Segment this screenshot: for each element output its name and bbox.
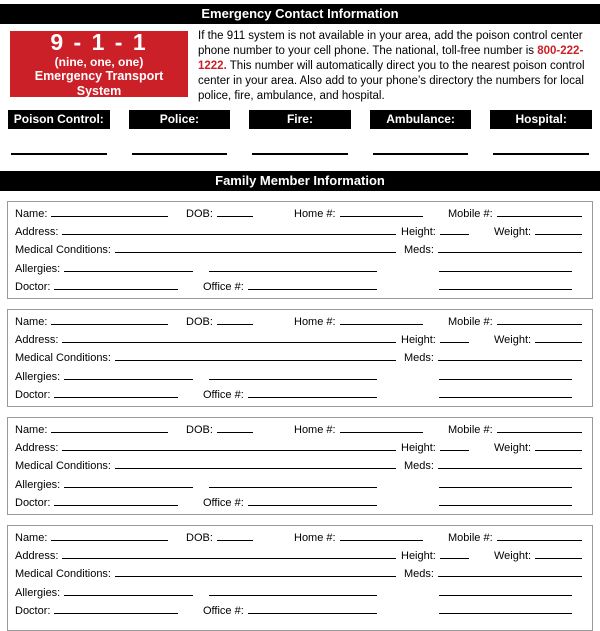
meds-field [404, 242, 582, 257]
doctor-field [15, 279, 178, 294]
doctor-label: Doctor: [15, 280, 51, 293]
address-fill-line[interactable] [62, 440, 396, 451]
ambulance-label: Ambulance: [370, 110, 472, 129]
dob-label: DOB: [186, 424, 213, 436]
family-member-block [7, 309, 593, 407]
mobile-phone-field [448, 314, 582, 329]
member-row-2 [15, 224, 582, 242]
meds-continuation-line[interactable] [439, 477, 572, 488]
medical-conditions-label: Medical Conditions: [15, 568, 111, 581]
medical-conditions-field [15, 350, 396, 365]
ambulance-fill-line[interactable] [373, 153, 469, 155]
medical-conditions-field [15, 458, 396, 473]
weight-fill-line[interactable] [535, 548, 582, 559]
address-field [15, 548, 396, 563]
meds-label: Meds: [404, 568, 434, 581]
allergies-field [15, 585, 193, 600]
allergies-continuation-line[interactable] [209, 585, 377, 596]
office-phone-field [203, 495, 377, 510]
medical-conditions-label: Medical Conditions: [15, 460, 111, 473]
fire-label: Fire: [249, 110, 351, 129]
mobile-phone-field [448, 422, 582, 437]
emergency-contact-ambulance [370, 110, 472, 155]
poison-control-label: Poison Control: [8, 110, 110, 129]
meds-field [404, 458, 582, 473]
emergency-contact-poison-control [8, 110, 110, 155]
dob-fill-line[interactable] [217, 206, 253, 217]
medical-conditions-field [15, 566, 396, 581]
member-row-3 [15, 350, 582, 368]
address-fill-line[interactable] [62, 548, 396, 559]
doctor-fill-line[interactable] [54, 603, 178, 614]
family-member-block [7, 525, 593, 631]
address-label: Address: [15, 550, 59, 563]
meds-continuation-line[interactable] [439, 369, 572, 380]
name-label: Name: [15, 532, 48, 544]
allergies-label: Allergies: [15, 478, 61, 491]
doctor-fill-line[interactable] [54, 495, 178, 506]
office-phone-label: Office #: [203, 604, 244, 617]
weight-field [494, 440, 582, 455]
member-row-4 [15, 477, 582, 495]
nine-one-one-words: (nine, one, one) [54, 54, 144, 69]
office-phone-fill-line[interactable] [248, 279, 377, 290]
height-fill-line[interactable] [440, 440, 469, 451]
intro-text-after: This number will automatically direct you to the nearest poison control center in your area. Also add to your phone’s directory the numbers for local police, fire, ambulance, and hospital. [198, 60, 585, 102]
allergies-field [15, 261, 193, 276]
address-label: Address: [15, 334, 59, 347]
fire-fill-line[interactable] [252, 153, 348, 155]
member-row-1 [15, 206, 582, 224]
poison-control-fill-line[interactable] [11, 153, 107, 155]
member-row-3 [15, 458, 582, 476]
nine-one-one-subtitle: Emergency Transport System [34, 68, 164, 98]
height-label: Height: [401, 550, 436, 563]
office-phone-field [203, 603, 377, 618]
doctor-fill-line[interactable] [54, 279, 178, 290]
allergies-fill-line[interactable] [64, 477, 193, 488]
home-phone-label: Home #: [294, 208, 336, 220]
emergency-contact-fire [249, 110, 351, 155]
address-field [15, 224, 396, 239]
meds-label: Meds: [404, 244, 434, 257]
address-field [15, 440, 396, 455]
mobile-phone-field [448, 206, 582, 221]
name-label: Name: [15, 316, 48, 328]
dob-fill-line[interactable] [217, 422, 253, 433]
family-member-blocks [0, 201, 600, 631]
meds-fill-line[interactable] [438, 458, 582, 469]
address-label: Address: [15, 442, 59, 455]
family-member-block [7, 417, 593, 515]
medical-conditions-field [15, 242, 396, 257]
doctor-label: Doctor: [15, 388, 51, 401]
member-row-5 [15, 495, 582, 513]
height-fill-line[interactable] [440, 548, 469, 559]
doctor-field [15, 495, 178, 510]
family-header-bar [0, 171, 600, 191]
home-phone-fill-line[interactable] [340, 314, 423, 325]
meds-fill-line[interactable] [438, 350, 582, 361]
member-row-1 [15, 530, 582, 548]
meds-continuation-line[interactable] [439, 279, 572, 290]
address-label: Address: [15, 226, 59, 239]
office-phone-label: Office #: [203, 388, 244, 401]
meds-field [404, 566, 582, 581]
office-phone-field [203, 387, 377, 402]
meds-continuation-line[interactable] [439, 387, 572, 398]
weight-label: Weight: [494, 226, 532, 239]
member-row-5 [15, 387, 582, 405]
name-field [15, 530, 168, 545]
doctor-label: Doctor: [15, 496, 51, 509]
member-row-4 [15, 261, 582, 279]
emergency-contacts-row [8, 110, 592, 155]
allergies-continuation-line[interactable] [209, 369, 377, 380]
name-field [15, 206, 168, 221]
dob-field [186, 206, 253, 221]
mobile-phone-fill-line[interactable] [497, 206, 582, 217]
mobile-phone-label: Mobile #: [448, 208, 493, 220]
member-row-2 [15, 548, 582, 566]
meds-fill-line[interactable] [438, 242, 582, 253]
nine-one-one-box [10, 28, 188, 98]
medical-conditions-label: Medical Conditions: [15, 244, 111, 257]
home-phone-field [294, 530, 423, 545]
name-fill-line[interactable] [51, 314, 168, 325]
mobile-phone-field [448, 530, 582, 545]
weight-label: Weight: [494, 442, 532, 455]
police-fill-line[interactable] [132, 153, 228, 155]
allergies-continuation-line[interactable] [209, 261, 377, 272]
allergies-fill-line[interactable] [64, 369, 193, 380]
hospital-fill-line[interactable] [493, 153, 589, 155]
weight-label: Weight: [494, 334, 532, 347]
home-phone-field [294, 206, 423, 221]
meds-label: Meds: [404, 460, 434, 473]
weight-fill-line[interactable] [535, 440, 582, 451]
intro-paragraph [198, 29, 592, 104]
home-phone-fill-line[interactable] [340, 422, 423, 433]
dob-label: DOB: [186, 316, 213, 328]
doctor-field [15, 603, 178, 618]
height-field [401, 224, 469, 239]
member-row-2 [15, 440, 582, 458]
member-row-4 [15, 369, 582, 387]
intro-text-before: If the 911 system is not available in your area, add the poison control center phone number to your cell phone. The national, toll-free number is [198, 30, 583, 57]
address-fill-line[interactable] [62, 332, 396, 343]
office-phone-fill-line[interactable] [248, 387, 377, 398]
medical-conditions-fill-line[interactable] [115, 458, 396, 469]
meds-continuation-line[interactable] [439, 585, 572, 596]
hospital-label: Hospital: [490, 110, 592, 129]
emergency-contact-hospital [490, 110, 592, 155]
meds-continuation-line[interactable] [439, 603, 572, 614]
member-row-4 [15, 585, 582, 603]
family-section-title: Family Member Information [215, 173, 385, 188]
member-row-1 [15, 314, 582, 332]
name-fill-line[interactable] [51, 422, 168, 433]
address-fill-line[interactable] [62, 224, 396, 235]
office-phone-fill-line[interactable] [248, 495, 377, 506]
height-label: Height: [401, 442, 436, 455]
weight-fill-line[interactable] [535, 332, 582, 343]
weight-label: Weight: [494, 550, 532, 563]
doctor-label: Doctor: [15, 604, 51, 617]
mobile-phone-fill-line[interactable] [497, 314, 582, 325]
medical-conditions-fill-line[interactable] [115, 242, 396, 253]
allergies-fill-line[interactable] [64, 261, 193, 272]
name-label: Name: [15, 424, 48, 436]
nine-one-one-number: 9 - 1 - 1 [50, 28, 148, 55]
allergies-field [15, 369, 193, 384]
police-label: Police: [129, 110, 231, 129]
allergies-continuation-line[interactable] [209, 477, 377, 488]
address-field [15, 332, 396, 347]
weight-field [494, 548, 582, 563]
office-phone-label: Office #: [203, 280, 244, 293]
weight-field [494, 332, 582, 347]
family-member-block [7, 201, 593, 299]
dob-field [186, 422, 253, 437]
doctor-field [15, 387, 178, 402]
dob-fill-line[interactable] [217, 314, 253, 325]
home-phone-field [294, 314, 423, 329]
name-fill-line[interactable] [51, 530, 168, 541]
medical-conditions-fill-line[interactable] [115, 350, 396, 361]
height-fill-line[interactable] [440, 332, 469, 343]
page-title: Emergency Contact Information [201, 6, 399, 21]
member-row-2 [15, 332, 582, 350]
poison-control-phone-number: 800-222-1222. [198, 45, 584, 72]
dob-fill-line[interactable] [217, 530, 253, 541]
weight-fill-line[interactable] [535, 224, 582, 235]
mobile-phone-fill-line[interactable] [497, 422, 582, 433]
height-field [401, 548, 469, 563]
office-phone-field [203, 279, 377, 294]
dob-field [186, 314, 253, 329]
name-field [15, 314, 168, 329]
doctor-fill-line[interactable] [54, 387, 178, 398]
intro-section [10, 28, 592, 104]
name-label: Name: [15, 208, 48, 220]
dob-field [186, 530, 253, 545]
home-phone-fill-line[interactable] [340, 530, 423, 541]
member-row-5 [15, 279, 582, 297]
home-phone-fill-line[interactable] [340, 206, 423, 217]
home-phone-field [294, 422, 423, 437]
medical-conditions-fill-line[interactable] [115, 566, 396, 577]
home-phone-label: Home #: [294, 424, 336, 436]
member-row-1 [15, 422, 582, 440]
page-header-bar [0, 4, 600, 24]
meds-field [404, 350, 582, 365]
height-fill-line[interactable] [440, 224, 469, 235]
member-row-3 [15, 242, 582, 260]
height-label: Height: [401, 226, 436, 239]
home-phone-label: Home #: [294, 532, 336, 544]
allergies-label: Allergies: [15, 586, 61, 599]
meds-continuation-line[interactable] [439, 495, 572, 506]
height-field [401, 440, 469, 455]
height-label: Height: [401, 334, 436, 347]
allergies-label: Allergies: [15, 370, 61, 383]
meds-continuation-line[interactable] [439, 261, 572, 272]
dob-label: DOB: [186, 532, 213, 544]
member-row-5 [15, 603, 582, 621]
office-phone-label: Office #: [203, 496, 244, 509]
medical-conditions-label: Medical Conditions: [15, 352, 111, 365]
height-field [401, 332, 469, 347]
name-fill-line[interactable] [51, 206, 168, 217]
office-phone-fill-line[interactable] [248, 603, 377, 614]
home-phone-label: Home #: [294, 316, 336, 328]
dob-label: DOB: [186, 208, 213, 220]
allergies-field [15, 477, 193, 492]
member-row-3 [15, 566, 582, 584]
name-field [15, 422, 168, 437]
mobile-phone-label: Mobile #: [448, 532, 493, 544]
mobile-phone-label: Mobile #: [448, 424, 493, 436]
meds-fill-line[interactable] [438, 566, 582, 577]
mobile-phone-fill-line[interactable] [497, 530, 582, 541]
meds-label: Meds: [404, 352, 434, 365]
allergies-label: Allergies: [15, 262, 61, 275]
emergency-contact-police [129, 110, 231, 155]
allergies-fill-line[interactable] [64, 585, 193, 596]
mobile-phone-label: Mobile #: [448, 316, 493, 328]
weight-field [494, 224, 582, 239]
